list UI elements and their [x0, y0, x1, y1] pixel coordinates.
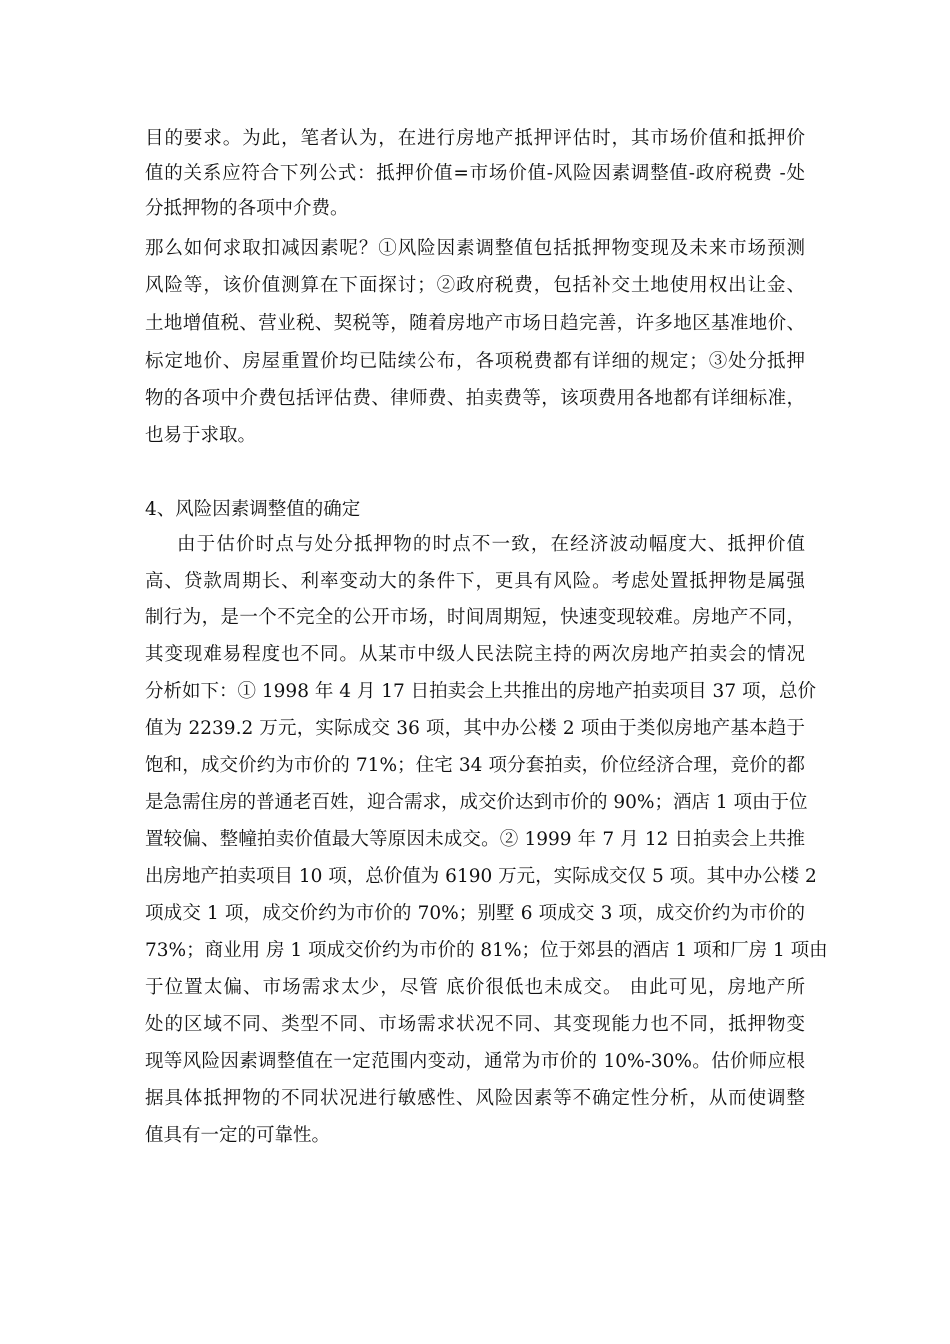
paragraph-3-line: 分析如下：① 1998 年 4 月 17 日拍卖会上共推出的房地产拍卖项目 37 项，总价 — [145, 681, 816, 702]
paragraph-3-line: 项成交 1 项，成交价约为市价的 70%；别墅 6 项成交 3 项，成交价约为市价的 — [145, 903, 805, 924]
paragraph-3-line: 高、贷款周期长、利率变动大的条件下，更具有风险。考虑处置抵押物是属强 — [145, 571, 805, 592]
paragraph-2-line: 那么如何求取扣减因素呢？①风险因素调整值包括抵押物变现及未来市场预测 — [145, 238, 805, 259]
paragraph-2-line: 土地增值税、营业税、契税等，随着房地产市场日趋完善，许多地区基准地价、 — [145, 313, 805, 334]
paragraph-3-line: 73%；商业用 房 1 项成交价约为市价的 81%；位于郊县的酒店 1 项和厂房 1 项由 — [145, 940, 828, 961]
paragraph-3-line: 制行为，是一个不完全的公开市场，时间周期短，快速变现较难。房地产不同， — [145, 607, 805, 628]
paragraph-3-line: 置较偏、整幢拍卖价值最大等原因未成交。② 1999 年 7 月 12 日拍卖会上共推 — [145, 829, 805, 850]
paragraph-3-line: 饱和，成交价约为市价的 71%；住宅 34 项分套拍卖，价位经济合理，竞价的都 — [145, 755, 805, 776]
paragraph-3-line: 值为 2239.2 万元，实际成交 36 项，其中办公楼 2 项由于类似房地产基本趋于 — [145, 718, 805, 739]
paragraph-3-line: 值具有一定的可靠性。 — [145, 1125, 331, 1146]
paragraph-2-line: 标定地价、房屋重置价均已陆续公布，各项税费都有详细的规定；③处分抵押 — [145, 351, 805, 372]
paragraph-3-line: 由于估价时点与处分抵押物的时点不一致，在经济波动幅度大、抵押价值 — [177, 534, 805, 555]
paragraph-3-line: 据具体抵押物的不同状况进行敏感性、风险因素等不确定性分析，从而使调整 — [145, 1088, 805, 1109]
paragraph-2-line: 也易于求取。 — [145, 425, 257, 446]
paragraph-3-line: 是急需住房的普通老百姓，迎合需求，成交价达到市价的 90%；酒店 1 项由于位 — [145, 792, 808, 813]
paragraph-1-line: 值的关系应符合下列公式：抵押价值=市场价值-风险因素调整值-政府税费 -处 — [145, 163, 805, 184]
paragraph-2-line: 风险等，该价值测算在下面探讨；②政府税费，包括补交土地使用权出让金、 — [145, 275, 805, 296]
paragraph-3-line: 出房地产拍卖项目 10 项，总价值为 6190 万元，实际成交仅 5 项。其中办公楼 2 — [145, 866, 817, 887]
paragraph-3-line: 现等风险因素调整值在一定范围内变动，通常为市价的 10%-30%。估价师应根 — [145, 1051, 805, 1072]
paragraph-1-line: 分抵押物的各项中介费。 — [145, 198, 349, 219]
paragraph-3-line: 处的区域不同、类型不同、市场需求状况不同、其变现能力也不同，抵押物变 — [145, 1014, 805, 1035]
paragraph-3-line: 其变现难易程度也不同。从某市中级人民法院主持的两次房地产拍卖会的情况 — [145, 644, 805, 665]
paragraph-1-line: 目的要求。为此，笔者认为，在进行房地产抵押评估时，其市场价值和抵押价 — [145, 128, 805, 149]
paragraph-2-line: 物的各项中介费包括评估费、律师费、拍卖费等，该项费用各地都有详细标准， — [145, 388, 805, 409]
paragraph-3-line: 于位置太偏、市场需求太少，尽管 底价很低也未成交。 由此可见，房地产所 — [145, 977, 805, 998]
section-heading: 4、风险因素调整值的确定 — [145, 499, 361, 520]
